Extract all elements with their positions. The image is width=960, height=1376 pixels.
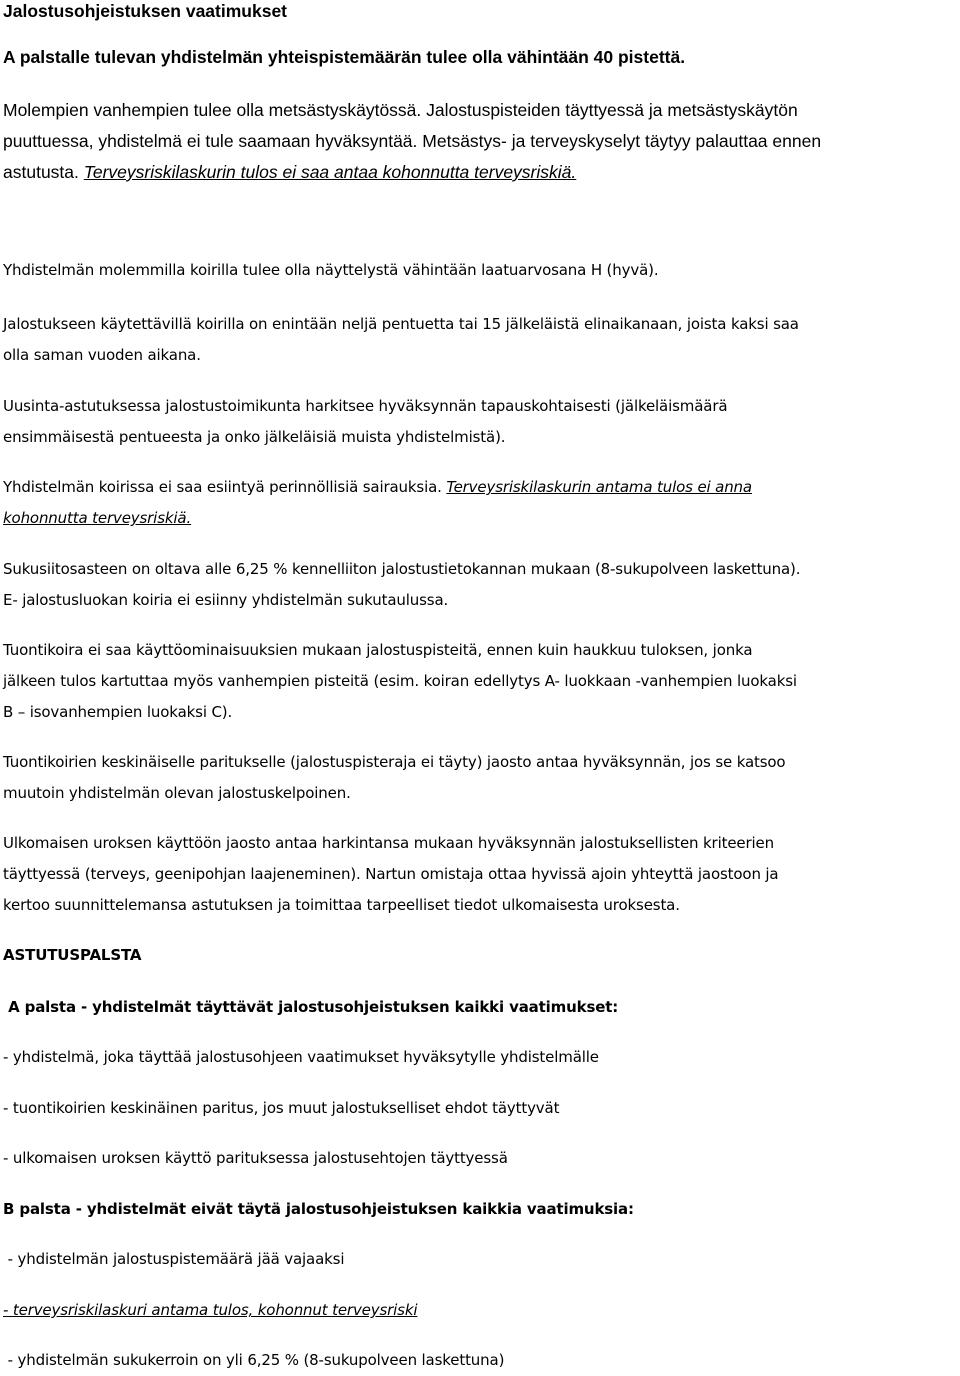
palsta-b-title: B palsta - yhdistelmät eivät täytä jalostusohjeistuksen kaikkia vaatimuksia: xyxy=(3,1200,634,1218)
foreign-line-2: täyttyessä (terveys, geenipohjan laajeneminen). Nartun omistaja ottaa hyvissä ajoin yhteyttä jaostoon ja xyxy=(3,865,779,883)
inbreeding-rule xyxy=(3,554,958,616)
working-line-2: jälkeen tulos kartuttaa myös vanhempien pisteitä (esim. koiran edellytys A- luokkaan -vanhempien luokaksi xyxy=(3,672,797,690)
section-title: ASTUTUSPALSTA xyxy=(3,946,142,964)
disease-line-1-text: Yhdistelmän koirissa ei saa esiintyä perinnöllisiä sairauksia. xyxy=(3,478,447,496)
hunting-line-3-text: astutusta. xyxy=(3,162,84,182)
hereditary-disease-rule xyxy=(3,472,958,534)
palsta-b-item xyxy=(3,1295,958,1326)
palsta-b-item: - yhdistelmän sukukerroin on yli 6,25 % (8-sukupolveen laskettuna) xyxy=(3,1351,505,1369)
disease-line-1 xyxy=(3,472,958,503)
points-requirement: A palstalle tulevan yhdistelmän yhteispistemäärän tulee olla vähintään 40 pistettä. xyxy=(3,47,686,67)
working-line-1: Tuontikoira ei saa käyttöominaisuuksien mukaan jalostuspisteitä, ennen kuin haukkuu tuloksen, jonka xyxy=(3,641,753,659)
import-working-rule xyxy=(3,635,958,728)
inbreeding-line-2: E- jalostusluokan koiria ei esiinny yhdistelmän sukutaulussa. xyxy=(3,591,449,609)
inbreeding-line-1: Sukusiitosasteen on oltava alle 6,25 % kennelliiton jalostustietokannan mukaan (8-sukupolveen laskettuna). xyxy=(3,560,801,578)
repeat-mating-rule xyxy=(3,391,958,453)
palsta-b-item-underlined: - terveysriskilaskuri antama tulos, kohonnut terveysriski xyxy=(3,1301,418,1319)
foreign-line-1: Ulkomaisen uroksen käyttöön jaosto antaa harkintansa mukaan hyväksynnän jalostuksellisten kriteerien xyxy=(3,834,774,852)
hunting-line-2: puuttuessa, yhdistelmä ei tule saamaan hyväksyntää. Metsästys- ja terveyskyselyt täytyy palauttaa ennen xyxy=(3,131,822,151)
foreign-line-3: kertoo suunnittelemansa astutuksen ja toimittaa tarpeelliset tiedot ulkomaisesta uroksesta. xyxy=(3,896,680,914)
import-line-2: muutoin yhdistelmän olevan jalostuskelpoinen. xyxy=(3,784,351,802)
foreign-male-rule xyxy=(3,828,958,921)
repeat-line-2: ensimmäisestä pentueesta ja onko jälkeläisiä muista yhdistelmistä). xyxy=(3,428,506,446)
working-line-3: B – isovanhempien luokaksi C). xyxy=(3,703,233,721)
health-risk-note-link[interactable]: Terveysriskilaskurin tulos ei saa antaa kohonnutta terveysriskiä. xyxy=(83,162,577,182)
hunting-requirement xyxy=(3,95,958,188)
health-risk-calculator-link[interactable]: Terveysriskilaskurin antama tulos ei anna xyxy=(446,478,752,496)
hunting-line-1: Molempien vanhempien tulee olla metsästyskäytössä. Jalostuspisteiden täyttyessä ja metsästyskäytön xyxy=(3,100,798,120)
litter-limit xyxy=(3,309,958,371)
import-line-1: Tuontikoirien keskinäiselle paritukselle (jalostuspisteraja ei täyty) jaosto antaa hyväksynnän, jos se katsoo xyxy=(3,753,786,771)
palsta-a-item: - yhdistelmä, joka täyttää jalostusohjeen vaatimukset hyväksytylle yhdistelmälle xyxy=(3,1048,599,1066)
hunting-line-3 xyxy=(3,157,958,188)
document-heading: Jalostusohjeistuksen vaatimukset xyxy=(3,1,287,21)
palsta-a-item: - tuontikoirien keskinäinen paritus, jos muut jalostukselliset ehdot täyttyvät xyxy=(3,1099,560,1117)
health-risk-calculator-link-cont[interactable]: kohonnutta terveysriskiä. xyxy=(3,509,192,527)
palsta-a-item: - ulkomaisen uroksen käyttö parituksessa jalostusehtojen täyttyessä xyxy=(3,1149,508,1167)
import-mating-rule xyxy=(3,747,958,809)
litter-line-1: Jalostukseen käytettävillä koirilla on enintään neljä pentuetta tai 15 jälkeläistä elinaikanaan, joista kaksi saa xyxy=(3,315,799,333)
litter-line-2: olla saman vuoden aikana. xyxy=(3,346,201,364)
palsta-a-title: A palsta - yhdistelmät täyttävät jalostusohjeistuksen kaikki vaatimukset: xyxy=(3,998,619,1016)
show-requirement: Yhdistelmän molemmilla koirilla tulee olla näyttelystä vähintään laatuarvosana H (hyvä). xyxy=(3,261,659,279)
repeat-line-1: Uusinta-astutuksessa jalostustoimikunta harkitsee hyväksynnän tapauskohtaisesti (jälkeläismäärä xyxy=(3,397,728,415)
disease-line-2 xyxy=(3,503,958,534)
palsta-b-item: - yhdistelmän jalostuspistemäärä jää vajaaksi xyxy=(3,1250,345,1268)
